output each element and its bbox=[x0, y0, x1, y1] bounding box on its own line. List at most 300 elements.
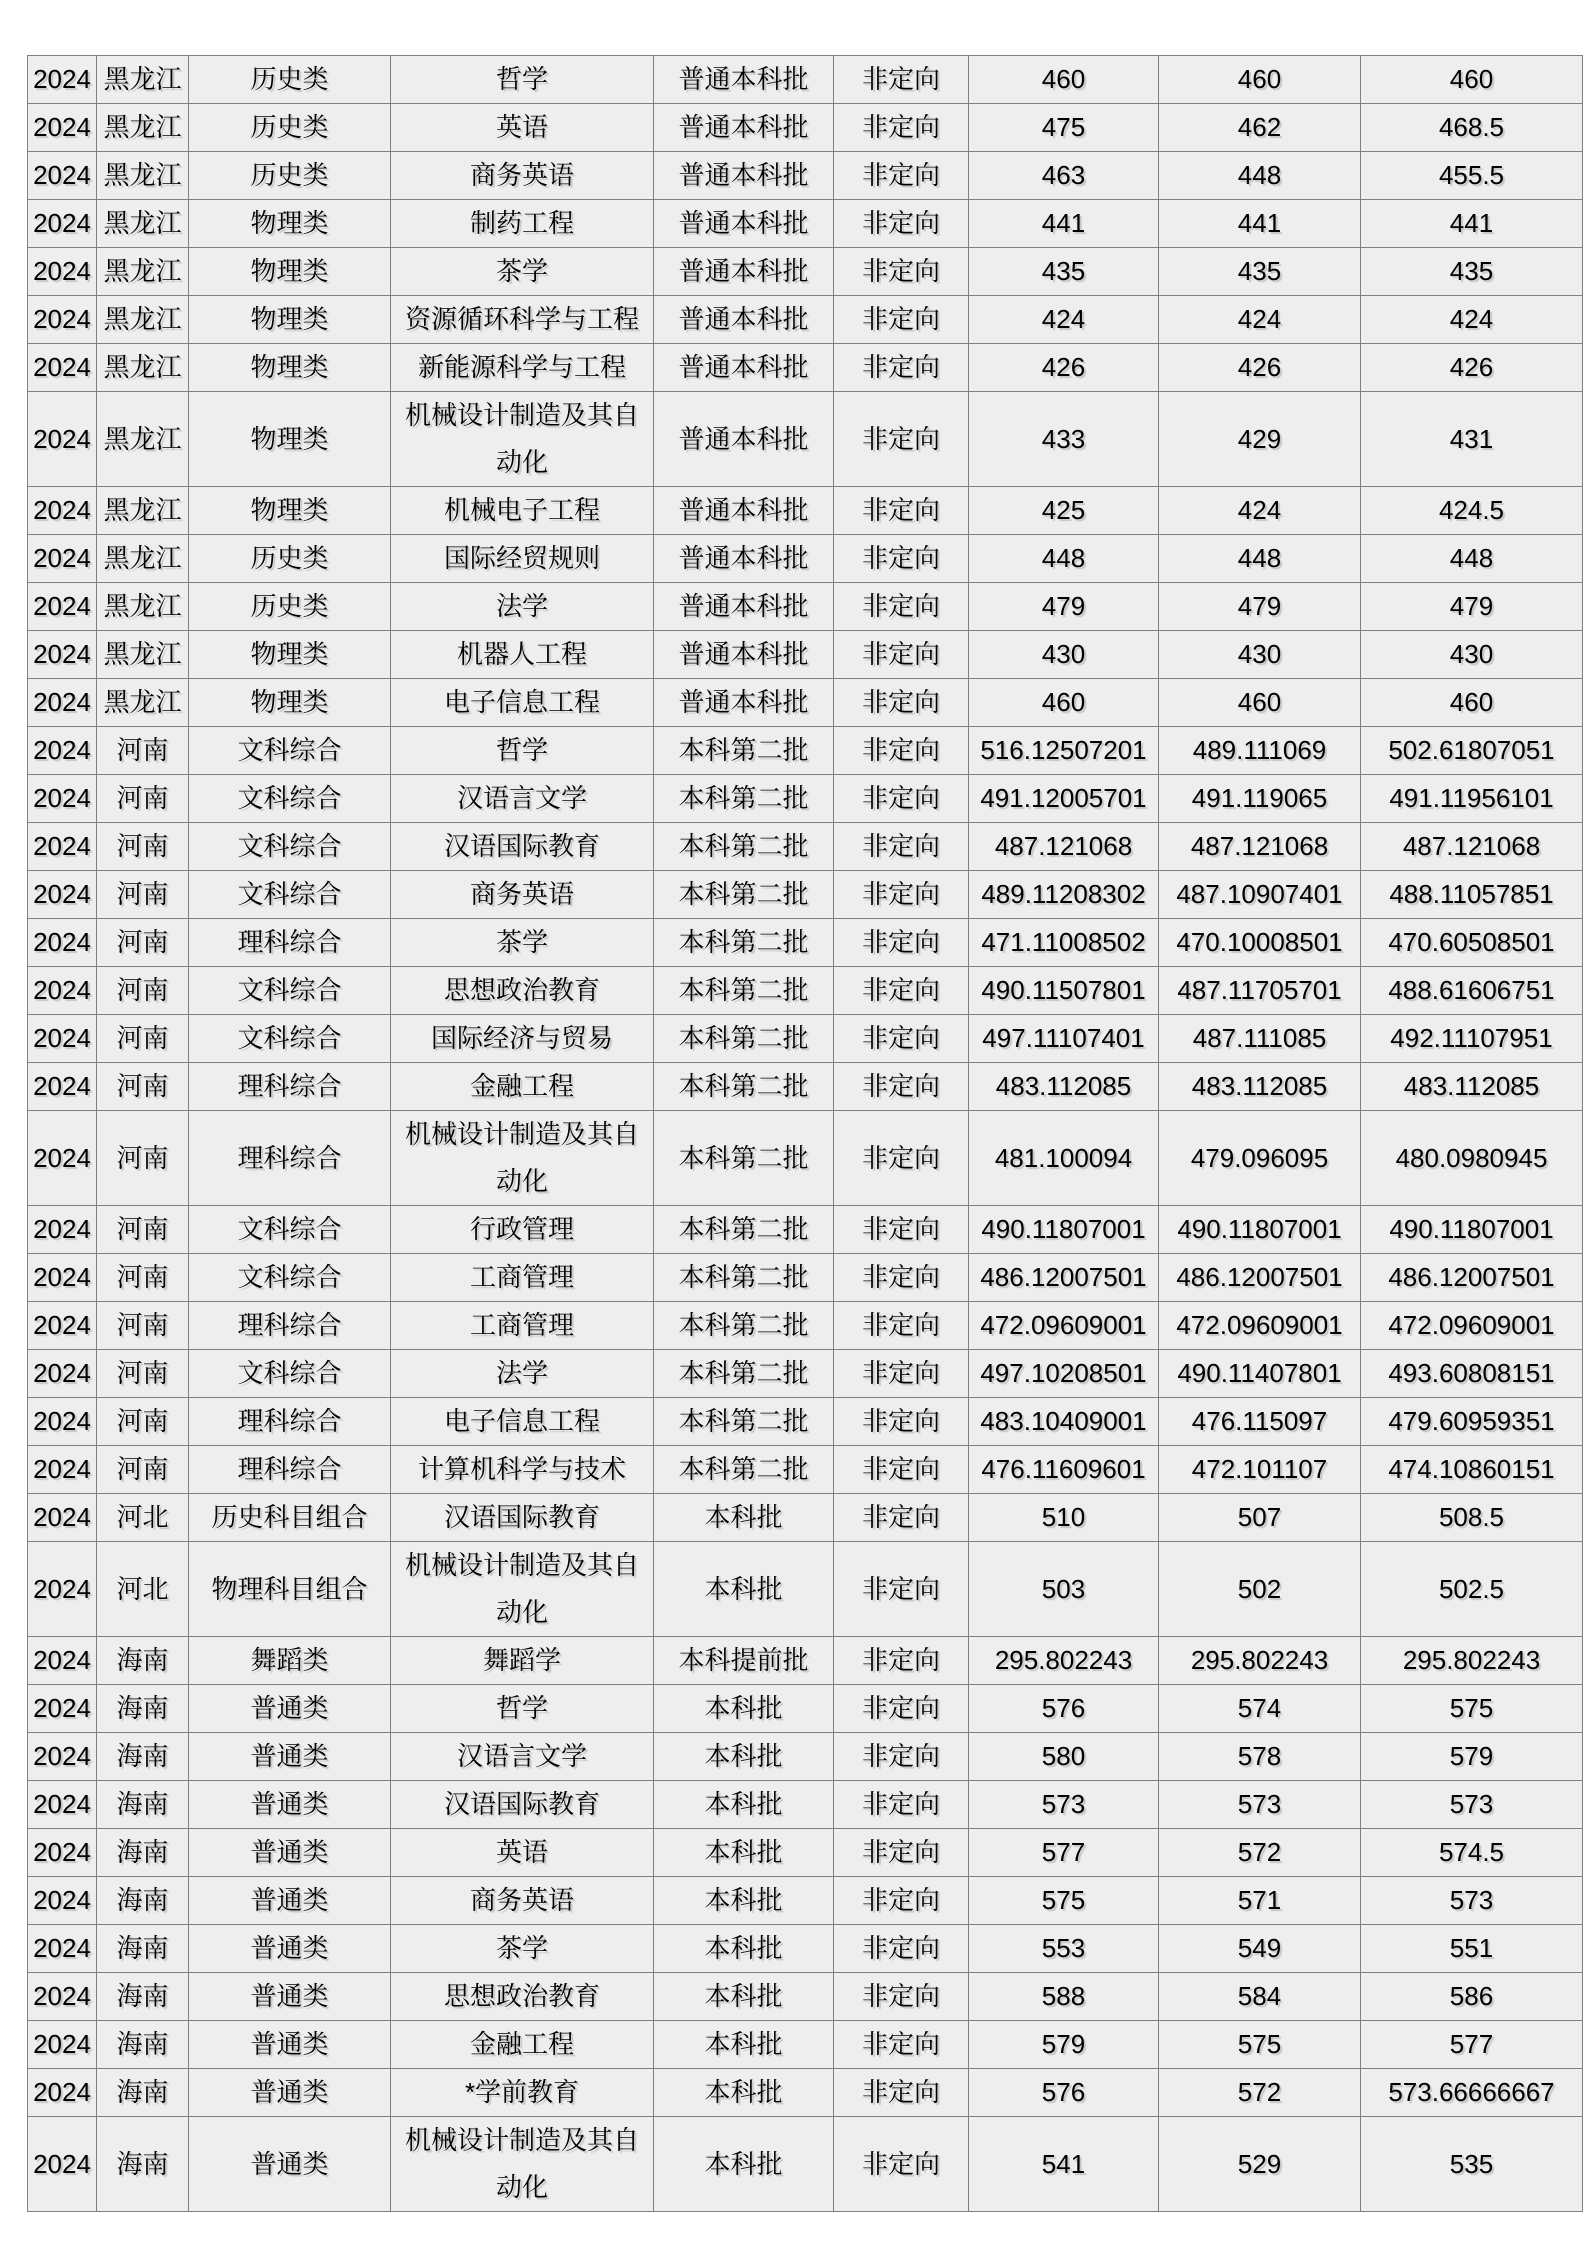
min-score-cell: 572 bbox=[1159, 1829, 1361, 1877]
major-cell: 机械电子工程 bbox=[391, 487, 654, 535]
min-score-cell: 490.11807001 bbox=[1159, 1206, 1361, 1254]
avg-score-cell: 579 bbox=[1361, 1733, 1583, 1781]
direction-cell: 非定向 bbox=[834, 967, 969, 1015]
table-row bbox=[28, 919, 1583, 967]
batch-cell: 本科第二批 bbox=[654, 1015, 834, 1063]
year-cell: 2024 bbox=[28, 1111, 97, 1206]
year-cell: 2024 bbox=[28, 248, 97, 296]
year-cell: 2024 bbox=[28, 200, 97, 248]
min-score-cell: 472.101107 bbox=[1159, 1446, 1361, 1494]
subject-group-cell: 历史类 bbox=[189, 104, 391, 152]
major-cell: 商务英语 bbox=[391, 152, 654, 200]
table-row bbox=[28, 1637, 1583, 1685]
table-row bbox=[28, 1925, 1583, 1973]
min-score-cell: 487.121068 bbox=[1159, 823, 1361, 871]
max-score-cell: 430 bbox=[969, 631, 1159, 679]
min-score-cell: 460 bbox=[1159, 679, 1361, 727]
batch-cell: 本科批 bbox=[654, 1685, 834, 1733]
min-score-cell: 529 bbox=[1159, 2117, 1361, 2212]
max-score-cell: 516.12507201 bbox=[969, 727, 1159, 775]
max-score-cell: 553 bbox=[969, 1925, 1159, 1973]
min-score-cell: 295.802243 bbox=[1159, 1637, 1361, 1685]
subject-group-cell: 文科综合 bbox=[189, 1350, 391, 1398]
direction-cell: 非定向 bbox=[834, 583, 969, 631]
major-cell: 法学 bbox=[391, 583, 654, 631]
province-cell: 河南 bbox=[97, 1254, 189, 1302]
max-score-cell: 497.10208501 bbox=[969, 1350, 1159, 1398]
subject-group-cell: 历史类 bbox=[189, 583, 391, 631]
direction-cell: 非定向 bbox=[834, 1063, 969, 1111]
province-cell: 河南 bbox=[97, 775, 189, 823]
min-score-cell: 572 bbox=[1159, 2069, 1361, 2117]
max-score-cell: 510 bbox=[969, 1494, 1159, 1542]
province-cell: 河南 bbox=[97, 1302, 189, 1350]
avg-score-cell: 574.5 bbox=[1361, 1829, 1583, 1877]
major-cell: 国际经济与贸易 bbox=[391, 1015, 654, 1063]
direction-cell: 非定向 bbox=[834, 487, 969, 535]
subject-group-cell: 普通类 bbox=[189, 1685, 391, 1733]
table-row bbox=[28, 679, 1583, 727]
subject-group-cell: 普通类 bbox=[189, 1733, 391, 1781]
direction-cell: 非定向 bbox=[834, 1446, 969, 1494]
table-row bbox=[28, 1398, 1583, 1446]
subject-group-cell: 物理类 bbox=[189, 344, 391, 392]
batch-cell: 普通本科批 bbox=[654, 152, 834, 200]
min-score-cell: 462 bbox=[1159, 104, 1361, 152]
major-cell: 行政管理 bbox=[391, 1206, 654, 1254]
province-cell: 海南 bbox=[97, 1877, 189, 1925]
max-score-cell: 490.11807001 bbox=[969, 1206, 1159, 1254]
direction-cell: 非定向 bbox=[834, 248, 969, 296]
province-cell: 黑龙江 bbox=[97, 392, 189, 487]
direction-cell: 非定向 bbox=[834, 823, 969, 871]
subject-group-cell: 理科综合 bbox=[189, 1111, 391, 1206]
min-score-cell: 487.10907401 bbox=[1159, 871, 1361, 919]
avg-score-cell: 487.121068 bbox=[1361, 823, 1583, 871]
subject-group-cell: 物理类 bbox=[189, 487, 391, 535]
year-cell: 2024 bbox=[28, 967, 97, 1015]
direction-cell: 非定向 bbox=[834, 1781, 969, 1829]
avg-score-cell: 448 bbox=[1361, 535, 1583, 583]
direction-cell: 非定向 bbox=[834, 919, 969, 967]
max-score-cell: 460 bbox=[969, 679, 1159, 727]
year-cell: 2024 bbox=[28, 919, 97, 967]
min-score-cell: 487.111085 bbox=[1159, 1015, 1361, 1063]
subject-group-cell: 理科综合 bbox=[189, 1063, 391, 1111]
table-row bbox=[28, 1063, 1583, 1111]
direction-cell: 非定向 bbox=[834, 1829, 969, 1877]
year-cell: 2024 bbox=[28, 1829, 97, 1877]
major-cell: 机械设计制造及其自动化 bbox=[391, 1111, 654, 1206]
province-cell: 河南 bbox=[97, 1063, 189, 1111]
batch-cell: 普通本科批 bbox=[654, 679, 834, 727]
min-score-cell: 486.12007501 bbox=[1159, 1254, 1361, 1302]
major-cell: 计算机科学与技术 bbox=[391, 1446, 654, 1494]
province-cell: 黑龙江 bbox=[97, 104, 189, 152]
major-cell: 哲学 bbox=[391, 1685, 654, 1733]
direction-cell: 非定向 bbox=[834, 152, 969, 200]
subject-group-cell: 普通类 bbox=[189, 1781, 391, 1829]
max-score-cell: 481.100094 bbox=[969, 1111, 1159, 1206]
table-row bbox=[28, 392, 1583, 487]
direction-cell: 非定向 bbox=[834, 2021, 969, 2069]
subject-group-cell: 文科综合 bbox=[189, 967, 391, 1015]
batch-cell: 本科批 bbox=[654, 1733, 834, 1781]
batch-cell: 普通本科批 bbox=[654, 104, 834, 152]
batch-cell: 本科第二批 bbox=[654, 1206, 834, 1254]
year-cell: 2024 bbox=[28, 296, 97, 344]
max-score-cell: 463 bbox=[969, 152, 1159, 200]
table-row bbox=[28, 487, 1583, 535]
subject-group-cell: 普通类 bbox=[189, 1877, 391, 1925]
batch-cell: 本科批 bbox=[654, 2069, 834, 2117]
province-cell: 河南 bbox=[97, 967, 189, 1015]
batch-cell: 本科批 bbox=[654, 1781, 834, 1829]
min-score-cell: 460 bbox=[1159, 56, 1361, 104]
major-cell: 茶学 bbox=[391, 248, 654, 296]
min-score-cell: 435 bbox=[1159, 248, 1361, 296]
batch-cell: 普通本科批 bbox=[654, 535, 834, 583]
avg-score-cell: 508.5 bbox=[1361, 1494, 1583, 1542]
avg-score-cell: 479.60959351 bbox=[1361, 1398, 1583, 1446]
direction-cell: 非定向 bbox=[834, 1877, 969, 1925]
avg-score-cell: 490.11807001 bbox=[1361, 1206, 1583, 1254]
subject-group-cell: 普通类 bbox=[189, 2117, 391, 2212]
major-cell: 法学 bbox=[391, 1350, 654, 1398]
major-cell: 工商管理 bbox=[391, 1302, 654, 1350]
min-score-cell: 472.09609001 bbox=[1159, 1302, 1361, 1350]
province-cell: 海南 bbox=[97, 2117, 189, 2212]
batch-cell: 本科第二批 bbox=[654, 1446, 834, 1494]
subject-group-cell: 物理类 bbox=[189, 679, 391, 727]
province-cell: 河南 bbox=[97, 1350, 189, 1398]
avg-score-cell: 535 bbox=[1361, 2117, 1583, 2212]
batch-cell: 本科第二批 bbox=[654, 919, 834, 967]
table-row bbox=[28, 1829, 1583, 1877]
province-cell: 黑龙江 bbox=[97, 152, 189, 200]
major-cell: 资源循环科学与工程 bbox=[391, 296, 654, 344]
subject-group-cell: 物理科目组合 bbox=[189, 1542, 391, 1637]
min-score-cell: 441 bbox=[1159, 200, 1361, 248]
major-cell: 新能源科学与工程 bbox=[391, 344, 654, 392]
avg-score-cell: 424 bbox=[1361, 296, 1583, 344]
batch-cell: 普通本科批 bbox=[654, 200, 834, 248]
province-cell: 河南 bbox=[97, 727, 189, 775]
major-cell: 工商管理 bbox=[391, 1254, 654, 1302]
year-cell: 2024 bbox=[28, 679, 97, 727]
subject-group-cell: 文科综合 bbox=[189, 1254, 391, 1302]
subject-group-cell: 理科综合 bbox=[189, 1398, 391, 1446]
max-score-cell: 577 bbox=[969, 1829, 1159, 1877]
batch-cell: 本科批 bbox=[654, 2117, 834, 2212]
batch-cell: 本科第二批 bbox=[654, 1302, 834, 1350]
batch-cell: 本科第二批 bbox=[654, 967, 834, 1015]
min-score-cell: 448 bbox=[1159, 152, 1361, 200]
max-score-cell: 487.121068 bbox=[969, 823, 1159, 871]
year-cell: 2024 bbox=[28, 871, 97, 919]
avg-score-cell: 573 bbox=[1361, 1877, 1583, 1925]
year-cell: 2024 bbox=[28, 152, 97, 200]
min-score-cell: 479.096095 bbox=[1159, 1111, 1361, 1206]
max-score-cell: 435 bbox=[969, 248, 1159, 296]
major-cell: 汉语国际教育 bbox=[391, 823, 654, 871]
direction-cell: 非定向 bbox=[834, 679, 969, 727]
max-score-cell: 483.10409001 bbox=[969, 1398, 1159, 1446]
direction-cell: 非定向 bbox=[834, 631, 969, 679]
province-cell: 海南 bbox=[97, 1637, 189, 1685]
province-cell: 黑龙江 bbox=[97, 56, 189, 104]
subject-group-cell: 历史科目组合 bbox=[189, 1494, 391, 1542]
year-cell: 2024 bbox=[28, 631, 97, 679]
major-cell: 商务英语 bbox=[391, 1877, 654, 1925]
max-score-cell: 575 bbox=[969, 1877, 1159, 1925]
major-cell: 茶学 bbox=[391, 1925, 654, 1973]
min-score-cell: 448 bbox=[1159, 535, 1361, 583]
batch-cell: 本科批 bbox=[654, 2021, 834, 2069]
province-cell: 黑龙江 bbox=[97, 487, 189, 535]
max-score-cell: 503 bbox=[969, 1542, 1159, 1637]
admission-scores-table bbox=[27, 55, 1583, 2212]
major-cell: 电子信息工程 bbox=[391, 679, 654, 727]
min-score-cell: 489.111069 bbox=[1159, 727, 1361, 775]
direction-cell: 非定向 bbox=[834, 1733, 969, 1781]
year-cell: 2024 bbox=[28, 2117, 97, 2212]
max-score-cell: 483.112085 bbox=[969, 1063, 1159, 1111]
subject-group-cell: 理科综合 bbox=[189, 919, 391, 967]
year-cell: 2024 bbox=[28, 104, 97, 152]
batch-cell: 本科第二批 bbox=[654, 1350, 834, 1398]
direction-cell: 非定向 bbox=[834, 727, 969, 775]
avg-score-cell: 502.5 bbox=[1361, 1542, 1583, 1637]
avg-score-cell: 575 bbox=[1361, 1685, 1583, 1733]
subject-group-cell: 理科综合 bbox=[189, 1302, 391, 1350]
max-score-cell: 433 bbox=[969, 392, 1159, 487]
avg-score-cell: 474.10860151 bbox=[1361, 1446, 1583, 1494]
province-cell: 海南 bbox=[97, 1733, 189, 1781]
province-cell: 海南 bbox=[97, 2069, 189, 2117]
province-cell: 河南 bbox=[97, 1446, 189, 1494]
max-score-cell: 489.11208302 bbox=[969, 871, 1159, 919]
direction-cell: 非定向 bbox=[834, 1685, 969, 1733]
direction-cell: 非定向 bbox=[834, 775, 969, 823]
table-row bbox=[28, 823, 1583, 871]
min-score-cell: 470.10008501 bbox=[1159, 919, 1361, 967]
year-cell: 2024 bbox=[28, 1877, 97, 1925]
avg-score-cell: 431 bbox=[1361, 392, 1583, 487]
direction-cell: 非定向 bbox=[834, 1494, 969, 1542]
direction-cell: 非定向 bbox=[834, 2069, 969, 2117]
max-score-cell: 295.802243 bbox=[969, 1637, 1159, 1685]
table-row bbox=[28, 1206, 1583, 1254]
max-score-cell: 580 bbox=[969, 1733, 1159, 1781]
table-row bbox=[28, 1877, 1583, 1925]
subject-group-cell: 文科综合 bbox=[189, 775, 391, 823]
table-row bbox=[28, 1973, 1583, 2021]
avg-score-cell: 460 bbox=[1361, 679, 1583, 727]
batch-cell: 本科第二批 bbox=[654, 1111, 834, 1206]
table-row bbox=[28, 104, 1583, 152]
max-score-cell: 541 bbox=[969, 2117, 1159, 2212]
min-score-cell: 424 bbox=[1159, 296, 1361, 344]
avg-score-cell: 455.5 bbox=[1361, 152, 1583, 200]
avg-score-cell: 472.09609001 bbox=[1361, 1302, 1583, 1350]
province-cell: 海南 bbox=[97, 1781, 189, 1829]
year-cell: 2024 bbox=[28, 1973, 97, 2021]
subject-group-cell: 物理类 bbox=[189, 392, 391, 487]
major-cell: 金融工程 bbox=[391, 1063, 654, 1111]
year-cell: 2024 bbox=[28, 823, 97, 871]
province-cell: 海南 bbox=[97, 1973, 189, 2021]
min-score-cell: 573 bbox=[1159, 1781, 1361, 1829]
subject-group-cell: 普通类 bbox=[189, 2021, 391, 2069]
batch-cell: 本科第二批 bbox=[654, 1254, 834, 1302]
avg-score-cell: 488.11057851 bbox=[1361, 871, 1583, 919]
major-cell: 英语 bbox=[391, 104, 654, 152]
direction-cell: 非定向 bbox=[834, 296, 969, 344]
batch-cell: 普通本科批 bbox=[654, 392, 834, 487]
province-cell: 黑龙江 bbox=[97, 631, 189, 679]
table-row bbox=[28, 967, 1583, 1015]
admission-scores-table-wrap bbox=[27, 55, 1583, 2212]
year-cell: 2024 bbox=[28, 583, 97, 631]
year-cell: 2024 bbox=[28, 1015, 97, 1063]
subject-group-cell: 历史类 bbox=[189, 56, 391, 104]
direction-cell: 非定向 bbox=[834, 1925, 969, 1973]
subject-group-cell: 文科综合 bbox=[189, 1206, 391, 1254]
table-row bbox=[28, 1494, 1583, 1542]
subject-group-cell: 文科综合 bbox=[189, 871, 391, 919]
max-score-cell: 426 bbox=[969, 344, 1159, 392]
batch-cell: 本科第二批 bbox=[654, 727, 834, 775]
max-score-cell: 579 bbox=[969, 2021, 1159, 2069]
table-row bbox=[28, 871, 1583, 919]
batch-cell: 本科提前批 bbox=[654, 1637, 834, 1685]
min-score-cell: 578 bbox=[1159, 1733, 1361, 1781]
subject-group-cell: 理科综合 bbox=[189, 1446, 391, 1494]
max-score-cell: 441 bbox=[969, 200, 1159, 248]
major-cell: 茶学 bbox=[391, 919, 654, 967]
direction-cell: 非定向 bbox=[834, 1015, 969, 1063]
batch-cell: 本科批 bbox=[654, 1542, 834, 1637]
subject-group-cell: 普通类 bbox=[189, 2069, 391, 2117]
major-cell: 金融工程 bbox=[391, 2021, 654, 2069]
major-cell: 机械设计制造及其自动化 bbox=[391, 392, 654, 487]
year-cell: 2024 bbox=[28, 1302, 97, 1350]
max-score-cell: 573 bbox=[969, 1781, 1159, 1829]
major-cell: 国际经贸规则 bbox=[391, 535, 654, 583]
year-cell: 2024 bbox=[28, 1542, 97, 1637]
min-score-cell: 426 bbox=[1159, 344, 1361, 392]
major-cell: 思想政治教育 bbox=[391, 967, 654, 1015]
table-row bbox=[28, 1542, 1583, 1637]
max-score-cell: 472.09609001 bbox=[969, 1302, 1159, 1350]
avg-score-cell: 483.112085 bbox=[1361, 1063, 1583, 1111]
avg-score-cell: 460 bbox=[1361, 56, 1583, 104]
max-score-cell: 479 bbox=[969, 583, 1159, 631]
max-score-cell: 424 bbox=[969, 296, 1159, 344]
avg-score-cell: 470.60508501 bbox=[1361, 919, 1583, 967]
subject-group-cell: 文科综合 bbox=[189, 1015, 391, 1063]
table-row bbox=[28, 2069, 1583, 2117]
major-cell: 机器人工程 bbox=[391, 631, 654, 679]
avg-score-cell: 586 bbox=[1361, 1973, 1583, 2021]
major-cell: 哲学 bbox=[391, 56, 654, 104]
year-cell: 2024 bbox=[28, 1206, 97, 1254]
avg-score-cell: 492.11107951 bbox=[1361, 1015, 1583, 1063]
max-score-cell: 588 bbox=[969, 1973, 1159, 2021]
table-row bbox=[28, 1685, 1583, 1733]
table-row bbox=[28, 2021, 1583, 2069]
table-row bbox=[28, 1302, 1583, 1350]
major-cell: 思想政治教育 bbox=[391, 1973, 654, 2021]
province-cell: 河南 bbox=[97, 871, 189, 919]
batch-cell: 本科批 bbox=[654, 1494, 834, 1542]
year-cell: 2024 bbox=[28, 1637, 97, 1685]
table-row bbox=[28, 296, 1583, 344]
table-row bbox=[28, 1733, 1583, 1781]
min-score-cell: 571 bbox=[1159, 1877, 1361, 1925]
major-cell: 英语 bbox=[391, 1829, 654, 1877]
province-cell: 海南 bbox=[97, 1925, 189, 1973]
direction-cell: 非定向 bbox=[834, 1302, 969, 1350]
table-row bbox=[28, 344, 1583, 392]
max-score-cell: 576 bbox=[969, 2069, 1159, 2117]
table-row bbox=[28, 775, 1583, 823]
min-score-cell: 487.11705701 bbox=[1159, 967, 1361, 1015]
table-row bbox=[28, 2117, 1583, 2212]
year-cell: 2024 bbox=[28, 1925, 97, 1973]
province-cell: 黑龙江 bbox=[97, 296, 189, 344]
subject-group-cell: 文科综合 bbox=[189, 823, 391, 871]
year-cell: 2024 bbox=[28, 727, 97, 775]
avg-score-cell: 424.5 bbox=[1361, 487, 1583, 535]
direction-cell: 非定向 bbox=[834, 344, 969, 392]
province-cell: 海南 bbox=[97, 1829, 189, 1877]
batch-cell: 本科第二批 bbox=[654, 871, 834, 919]
max-score-cell: 497.11107401 bbox=[969, 1015, 1159, 1063]
batch-cell: 本科第二批 bbox=[654, 1063, 834, 1111]
province-cell: 河南 bbox=[97, 823, 189, 871]
avg-score-cell: 426 bbox=[1361, 344, 1583, 392]
province-cell: 黑龙江 bbox=[97, 248, 189, 296]
year-cell: 2024 bbox=[28, 1350, 97, 1398]
score-table-body bbox=[28, 56, 1583, 2212]
batch-cell: 普通本科批 bbox=[654, 56, 834, 104]
avg-score-cell: 468.5 bbox=[1361, 104, 1583, 152]
direction-cell: 非定向 bbox=[834, 56, 969, 104]
max-score-cell: 476.11609601 bbox=[969, 1446, 1159, 1494]
major-cell: 机械设计制造及其自动化 bbox=[391, 1542, 654, 1637]
avg-score-cell: 295.802243 bbox=[1361, 1637, 1583, 1685]
province-cell: 海南 bbox=[97, 2021, 189, 2069]
max-score-cell: 490.11507801 bbox=[969, 967, 1159, 1015]
avg-score-cell: 488.61606751 bbox=[1361, 967, 1583, 1015]
province-cell: 河南 bbox=[97, 1111, 189, 1206]
max-score-cell: 425 bbox=[969, 487, 1159, 535]
table-row bbox=[28, 1446, 1583, 1494]
avg-score-cell: 479 bbox=[1361, 583, 1583, 631]
subject-group-cell: 普通类 bbox=[189, 1973, 391, 2021]
max-score-cell: 491.12005701 bbox=[969, 775, 1159, 823]
province-cell: 黑龙江 bbox=[97, 583, 189, 631]
province-cell: 黑龙江 bbox=[97, 200, 189, 248]
table-row bbox=[28, 1350, 1583, 1398]
min-score-cell: 483.112085 bbox=[1159, 1063, 1361, 1111]
batch-cell: 本科第二批 bbox=[654, 1398, 834, 1446]
year-cell: 2024 bbox=[28, 2021, 97, 2069]
province-cell: 黑龙江 bbox=[97, 344, 189, 392]
table-row bbox=[28, 1111, 1583, 1206]
